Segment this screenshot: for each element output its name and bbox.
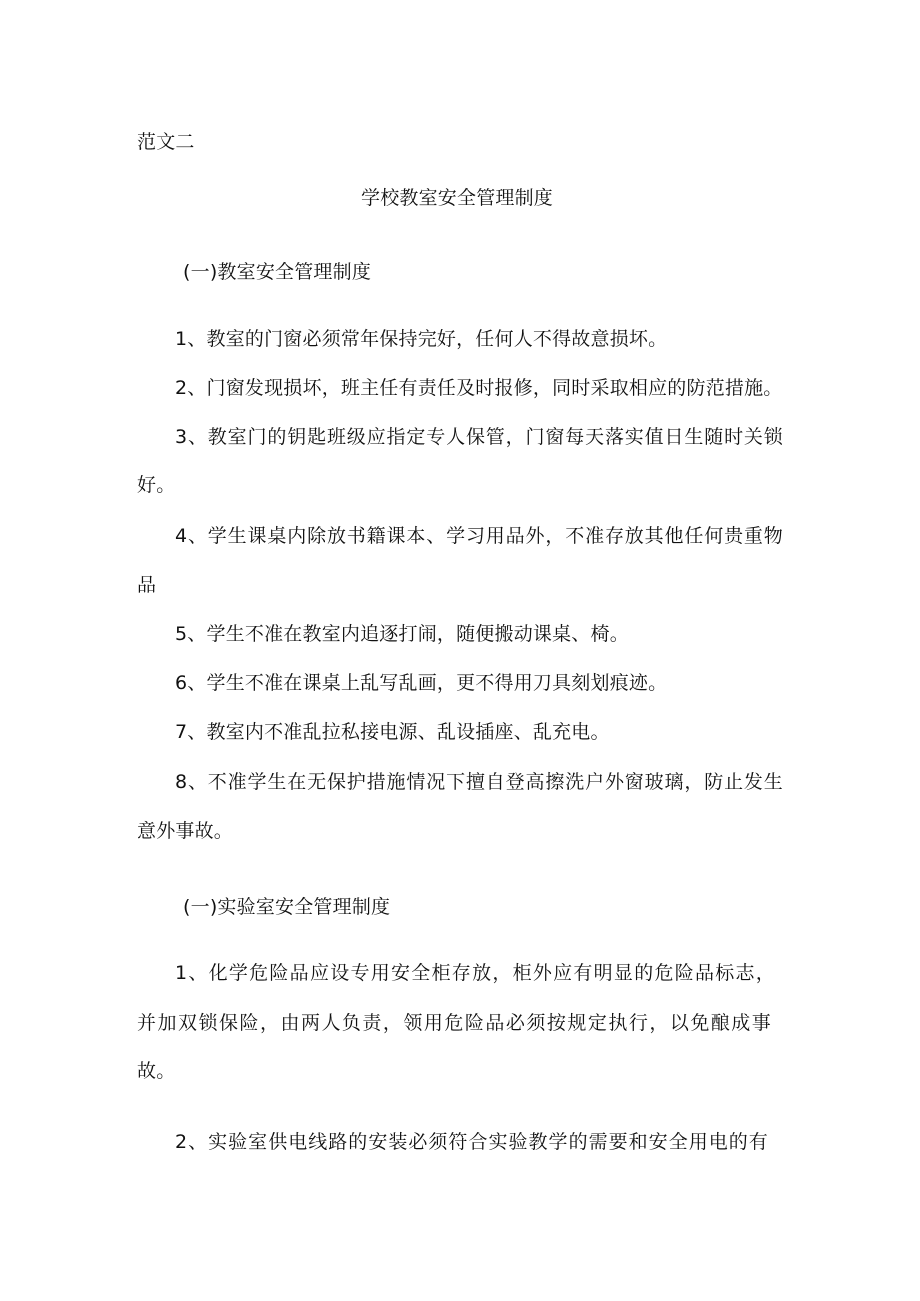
document-title: 学校教室安全管理制度 [361, 187, 554, 209]
section2-item1-line1: 1、化学危险品应设专用安全柜存放，柜外应有明显的危险品标志， [175, 962, 775, 984]
section1-item3-line2: 好。 [137, 474, 176, 496]
section1-item4-line1: 4、学生课桌内除放书籍课本、学习用品外，不准存放其他任何贵重物 [175, 525, 783, 547]
section2-item1-line2: 并加双锁保险，由两人负责，领用危险品必须按规定执行，以免酿成事 [137, 1012, 771, 1034]
section1-item1: 1、教室的门窗必须常年保持完好，任何人不得故意损坏。 [175, 328, 668, 350]
section2-heading: (一)实验室安全管理制度 [183, 896, 391, 918]
section1-item8-line2: 意外事故。 [137, 820, 234, 842]
section2-item1-line3: 故。 [137, 1060, 176, 1082]
section1-item2: 2、门窗发现损坏，班主任有责任及时报修，同时采取相应的防范措施。 [175, 377, 783, 399]
section1-item7: 7、教室内不准乱拉私接电源、乱设插座、乱充电。 [175, 721, 610, 743]
section1-item3-line1: 3、教室门的钥匙班级应指定专人保管，门窗每天落实值日生随时关锁 [175, 426, 783, 448]
document-label: 范文二 [137, 131, 195, 153]
section1-item4-line2: 品 [137, 574, 157, 596]
section1-item8-line1: 8、不准学生在无保护措施情况下擅自登高擦洗户外窗玻璃，防止发生 [175, 771, 783, 793]
section1-item6: 6、学生不准在课桌上乱写乱画，更不得用刀具刻划痕迹。 [175, 672, 668, 694]
section2-item2-line1: 2、实验室供电线路的安装必须符合实验教学的需要和安全用电的有 [175, 1131, 768, 1153]
section1-heading: (一)教室安全管理制度 [183, 261, 372, 283]
section1-item5: 5、学生不准在教室内追逐打闹，随便搬动课桌、椅。 [175, 623, 629, 645]
